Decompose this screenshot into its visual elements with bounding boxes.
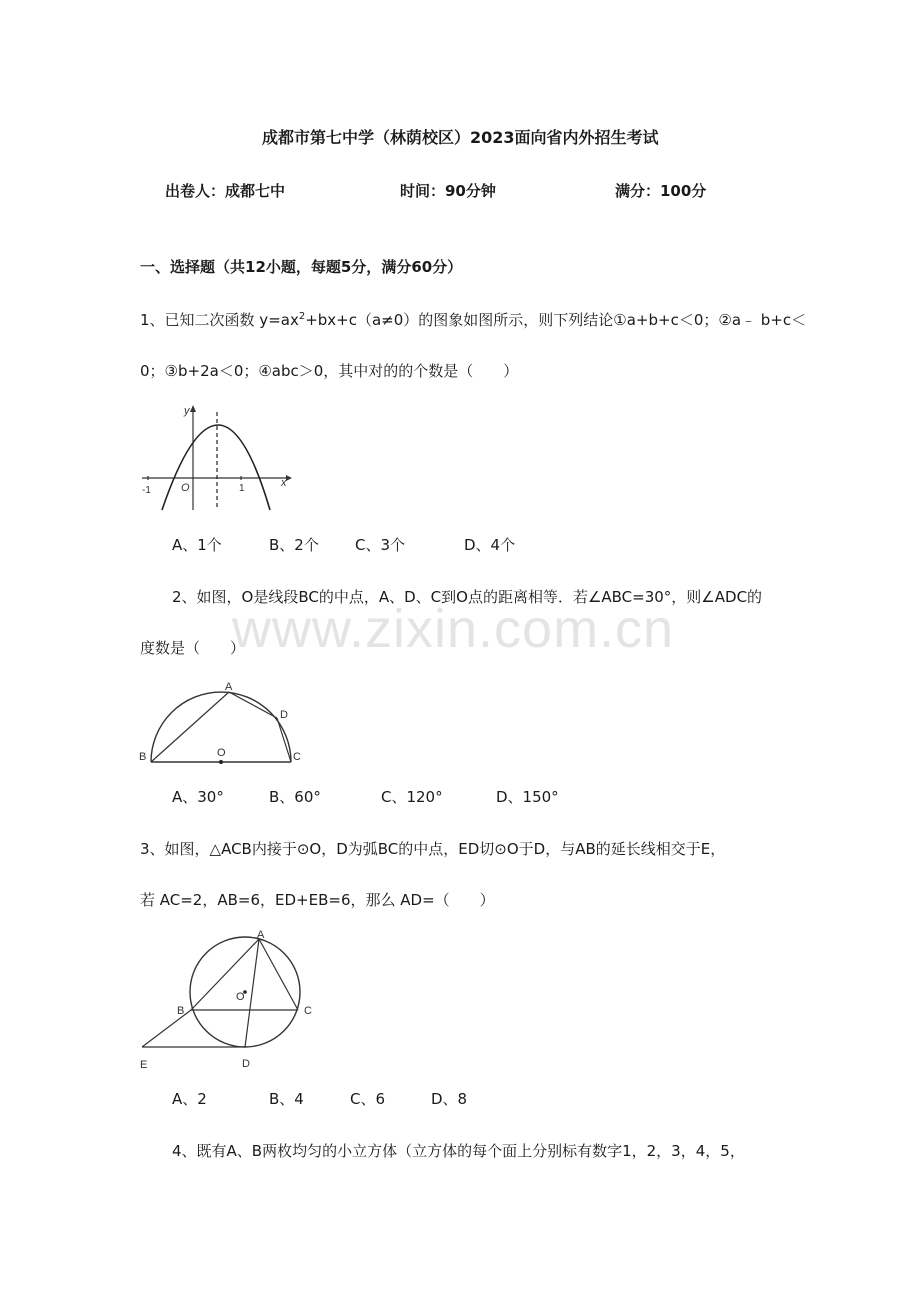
q1-text-line1 xyxy=(140,309,806,331)
q2-text-line2: 度数是（ ） xyxy=(140,639,246,657)
q2-label-d: D xyxy=(280,709,288,721)
q3-segment-ad xyxy=(245,939,259,1047)
exam-time: 时间：90分钟 xyxy=(400,182,496,200)
q1-one-label: 1 xyxy=(239,483,245,494)
q3-label-e: E xyxy=(140,1059,148,1071)
q2-option-a: A、30° xyxy=(172,788,224,806)
q3-label-o: O xyxy=(236,991,245,1003)
q1-text-a: 1、已知二次函数 y=ax xyxy=(140,311,299,329)
q3-option-b: B、4 xyxy=(269,1090,304,1108)
q3-option-a: A、2 xyxy=(172,1090,207,1108)
q4-text-line1: 4、既有A、B两枚均匀的小立方体（立方体的每个面上分别标有数字1，2，3，4，5， xyxy=(172,1142,745,1160)
q1-x-arrow xyxy=(286,475,292,481)
q3-segment-ab xyxy=(191,939,259,1010)
q2-text-line1: 2、如图，O是线段BC的中点，A、D、C到O点的距离相等．若∠ABC=30°，则∠ADC的 xyxy=(172,588,763,606)
q1-text-b: +bx+c（a≠0）的图象如图所示，则下列结论①a+b+c＜0；②a﹣ b+c＜ xyxy=(305,311,807,329)
q1-option-a: A、1个 xyxy=(172,536,222,554)
q3-option-d: D、8 xyxy=(431,1090,468,1108)
q3-option-c: C、6 xyxy=(350,1090,386,1108)
q1-option-b: B、2个 xyxy=(269,536,319,554)
exam-title: 成都市第七中学（林荫校区）2023面向省内外招生考试 xyxy=(262,128,659,147)
q2-label-c: C xyxy=(293,751,301,763)
q1-neg-one-label: -1 xyxy=(142,485,151,496)
exam-author: 出卷人：成都七中 xyxy=(165,182,286,200)
section-heading: 一、选择题（共12小题，每题5分，满分60分） xyxy=(140,258,463,276)
q2-label-b: B xyxy=(139,751,147,763)
q2-option-d: D、150° xyxy=(496,788,559,806)
q3-label-a: A xyxy=(257,929,265,941)
q3-circle-figure xyxy=(136,928,322,1076)
q2-segment-dc xyxy=(277,718,291,762)
q2-option-c: C、120° xyxy=(381,788,443,806)
q3-label-d: D xyxy=(242,1058,250,1070)
q2-segment-ad xyxy=(229,692,277,718)
q1-option-d: D、4个 xyxy=(464,536,516,554)
q1-y-label: y xyxy=(184,405,190,417)
q2-option-b: B、60° xyxy=(269,788,321,806)
q2-label-o: O xyxy=(217,747,226,759)
q1-option-c: C、3个 xyxy=(355,536,406,554)
q2-label-a: A xyxy=(225,681,233,693)
q2-center-point xyxy=(219,760,223,764)
exam-score: 满分：100分 xyxy=(615,182,707,200)
q3-text-line2: 若 AC=2，AB=6，ED+EB=6，那么 AD=（ ） xyxy=(140,891,495,909)
q1-text-line2: 0；③b+2a＜0；④abc＞0，其中对的的个数是（ ） xyxy=(140,362,519,380)
q3-text-line1: 3、如图，△ACB内接于⊙O，D为弧BC的中点，ED切⊙O于D，与AB的延长线相交于E， xyxy=(140,840,726,858)
q1-superscript: 2 xyxy=(298,311,306,322)
q2-semicircle-figure xyxy=(136,678,308,770)
q3-label-b: B xyxy=(177,1005,185,1017)
q1-parabola-figure xyxy=(140,400,300,512)
q1-origin-label: O xyxy=(181,482,190,494)
watermark: www.zixin.com.cn xyxy=(232,599,675,659)
q1-y-arrow xyxy=(190,405,196,412)
q1-x-label: x xyxy=(281,477,287,489)
q3-segment-ac xyxy=(259,939,298,1010)
q1-parabola-curve xyxy=(162,425,270,510)
q3-label-c: C xyxy=(304,1005,312,1017)
